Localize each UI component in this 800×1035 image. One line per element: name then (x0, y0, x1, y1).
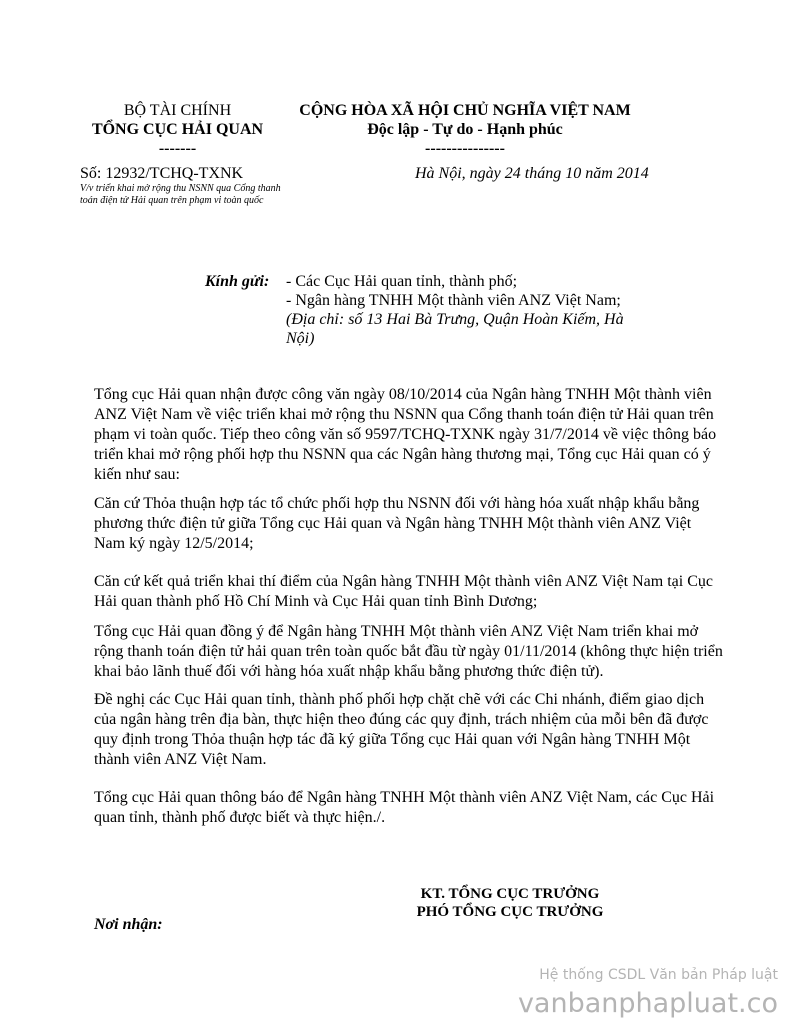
document-date: Hà Nội, ngày 24 tháng 10 năm 2014 (415, 165, 649, 182)
signature-line-2: PHÓ TỔNG CỤC TRƯỞNG (416, 904, 604, 920)
national-motto: Độc lập - Tự do - Hạnh phúc (367, 121, 563, 138)
body-paragraph: Tổng cục Hải quan nhận được công văn ngày 08/10/2014 của Ngân hàng TNHH Một thành viên ANZ Việt Nam về việc triển khai mở rộng thu NSNN qua Cổng thanh toán điện tử Hải quan trên phạm vi toàn quốc. Tiếp theo công văn số 9597/TCHQ-TXNK ngày 31/7/2014 về việc thông báo triển khai mở rộng phối hợp thu NSNN qua các Ngân hàng thương mại, Tổng cục Hải quan có ý kiến như sau: (94, 386, 717, 483)
recipients-list (286, 272, 646, 348)
recipients-label: Kính gửi: (205, 273, 270, 290)
body-paragraph: Căn cứ kết quả triển khai thí điểm của Ngân hàng TNHH Một thành viên ANZ Việt Nam tại Cục Hải quan thành phố Hồ Chí Minh và Cục Hải quan tỉnh Bình Dương; (94, 573, 713, 610)
body-paragraph: Đề nghị các Cục Hải quan tỉnh, thành phố phối hợp chặt chẽ với các Chi nhánh, điểm giao dịch của ngân hàng trên địa bàn, thực hiện theo đúng các quy định, trách nhiệm của mỗi bên đã được quy định trong Thỏa thuận hợp tác đã ký giữa Tổng cục Hải quan với Ngân hàng TNHH Một thành viên ANZ Việt Nam. (94, 691, 709, 768)
watermark-line-1: Hệ thống CSDL Văn bản Pháp luật (539, 967, 778, 983)
document-summary: V/v triển khai mở rộng thu NSNN qua Cổng thanh toán điện tử Hải quan trên phạm vi toàn quốc (80, 183, 281, 206)
republic-title: CỘNG HÒA XÃ HỘI CHỦ NGHĨA VIỆT NAM (299, 102, 631, 119)
issuer-block (70, 101, 285, 158)
watermark (518, 966, 778, 1020)
watermark-site[interactable]: vanbanphapluat.co (517, 988, 778, 1019)
left-header-rule: ------- (158, 140, 197, 157)
signature-block (395, 885, 625, 921)
body-paragraph: Tổng cục Hải quan đồng ý để Ngân hàng TNHH Một thành viên ANZ Việt Nam triển khai mở rộng thanh toán điện tử hải quan trên toàn quốc bắt đầu từ ngày 01/11/2014 (không thực hiện triển khai bảo lãnh thuế đối với hàng hóa xuất nhập khẩu bằng phương thức điện tử). (94, 623, 723, 680)
recipient-line: - Các Cục Hải quan tỉnh, thành phố; (286, 273, 518, 290)
recipient-address: (Địa chỉ: số 13 Hai Bà Trưng, Quận Hoàn Kiếm, Hà Nội) (286, 311, 624, 347)
ministry-name: BỘ TÀI CHÍNH (123, 102, 232, 119)
department-name: TỔNG CỤC HẢI QUAN (91, 121, 264, 138)
national-title-block (285, 101, 645, 158)
document-number: Số: 12932/TCHQ-TXNK (80, 165, 244, 182)
signature-line-1: KT. TỔNG CỤC TRƯỞNG (420, 886, 600, 902)
body-paragraph: Tổng cục Hải quan thông báo để Ngân hàng TNHH Một thành viên ANZ Việt Nam, các Cục Hải quan tỉnh, thành phố được biết và thực hiện./. (94, 789, 715, 826)
right-header-rule: --------------- (425, 140, 505, 157)
body-paragraph: Căn cứ Thỏa thuận hợp tác tổ chức phối hợp thu NSNN đối với hàng hóa xuất nhập khẩu bằng phương thức điện tử giữa Tổng cục Hải quan và Ngân hàng TNHH Một thành viên ANZ Việt Nam ký ngày 12/5/2014; (94, 495, 700, 552)
distribution-label: Nơi nhận: (94, 916, 163, 933)
recipient-line: - Ngân hàng TNHH Một thành viên ANZ Việt Nam; (286, 292, 621, 309)
